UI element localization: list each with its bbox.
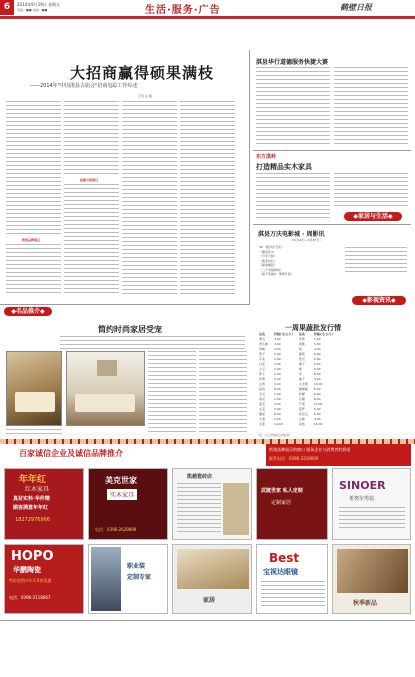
table-cell: 橘子	[298, 362, 305, 366]
ad-subtitle: 希努尔男装	[349, 496, 375, 502]
table-cell: 9.00	[313, 392, 321, 396]
table-row	[256, 422, 336, 427]
table-cell: 土豆	[259, 367, 266, 371]
main-headline: 大招商赢得硕果满枝	[70, 64, 215, 82]
schedule-entry: 《痞子英雄2：黎明升起》	[259, 272, 294, 276]
article-column-2	[64, 101, 119, 176]
table-cell: 芒果	[298, 402, 305, 406]
ad-title: Best	[269, 551, 300, 565]
table-cell: 1.00	[274, 372, 281, 376]
table-header-cell: 价格(元/公斤)	[274, 332, 293, 336]
right-article-2-col-1	[256, 173, 330, 221]
header-rule	[0, 16, 415, 19]
table-cell: 青椒	[259, 347, 266, 351]
schedule-entry: 《分手大师》	[259, 254, 278, 258]
table-cell: 2.00	[274, 367, 281, 371]
ad-body	[177, 483, 221, 533]
table-cell: 茄子	[259, 352, 266, 356]
article-subhead-2: 招商引资项目	[80, 178, 99, 182]
table-cell: 山楂	[298, 417, 305, 421]
right-article-2-col-2	[334, 173, 408, 208]
right-article-2-title: 打造精品实木家具	[256, 163, 312, 171]
weekly-table-title: 一周果蔬批发行情	[285, 324, 341, 332]
table-cell: 蒜苔	[259, 387, 266, 391]
table-header-cell: 品名	[259, 332, 266, 336]
table-cell: 萝卜	[259, 372, 266, 376]
main-subheadline: ——2014年"中国浚县古庙会"招商追踪工作综述	[30, 83, 138, 89]
table-cell: 3.00	[274, 347, 281, 351]
schedule-date-range: （9月19日—9月25日）	[290, 238, 323, 242]
ad-title: 家居	[203, 597, 216, 604]
date-line: 2014年9月19日 星期五	[17, 2, 61, 7]
ad-subtitle: 红木家具	[25, 486, 50, 493]
right-article-1-col-1	[256, 67, 330, 147]
rule	[0, 304, 250, 305]
table-cell: 猕猴桃	[298, 387, 308, 391]
table-cell: 南瓜	[259, 397, 266, 401]
table-cell: 生菜	[259, 407, 266, 411]
table-cell: 5.00	[313, 342, 321, 346]
ad-phone: 电话：0396-2118667	[9, 595, 51, 600]
table-cell: 菠菜	[259, 402, 266, 406]
table-cell: 大葱	[259, 417, 266, 421]
table-cell: 桃	[298, 367, 302, 371]
recommend-intro	[60, 336, 245, 349]
weekly-table	[256, 332, 411, 432]
table-header-cell: 价格(元/公斤)	[313, 332, 333, 336]
right-article-1-title: 淇县华行道德服务快捷大赛	[256, 59, 329, 66]
ad-body	[339, 507, 405, 531]
ad-title: HOPO	[11, 549, 54, 564]
ad-title: SINOER	[339, 479, 386, 492]
table-cell: 4.00	[313, 347, 321, 351]
rule	[253, 150, 411, 151]
main-byline: 记者 张 璐	[138, 94, 152, 98]
table-cell: 1.00	[274, 362, 281, 366]
right-article-1-col-2	[334, 67, 408, 147]
ad-title: 秋季新品	[353, 600, 378, 607]
recommend-body-1	[148, 351, 196, 434]
table-cell: 8.00	[274, 387, 281, 391]
table-cell: 8.00	[313, 397, 321, 401]
table-cell: 枣	[298, 372, 302, 376]
ad-photo	[91, 547, 121, 611]
ad-phone: 18272976966	[15, 517, 50, 523]
tag-recommend: ◆名品推介◆	[4, 307, 52, 316]
banner-slogan-box	[266, 444, 411, 466]
article-subhead-1: 特色品牌项目	[22, 238, 41, 242]
table-cell: 芹菜	[259, 357, 266, 361]
table-cell: 豆角	[259, 382, 266, 386]
table-cell: 4.00	[313, 417, 321, 421]
table-cell: 生姜	[259, 422, 266, 426]
schedule-entry: 《敢死队3》	[259, 249, 276, 254]
ad-line: 真材实料·华件精	[13, 496, 50, 502]
ad-photo	[177, 549, 249, 589]
table-cell: 洋葱	[259, 377, 266, 381]
table-cell: 冬瓜	[259, 392, 266, 396]
masthead: 鹤壁日报	[340, 3, 372, 12]
table-cell: 黄瓜	[259, 337, 266, 341]
table-cell: 2.00	[274, 377, 281, 381]
table-cell: 6.00	[313, 367, 321, 371]
table-cell: 哈密瓜	[298, 412, 308, 416]
ad-body	[261, 581, 325, 609]
table-cell: 10.00	[313, 382, 323, 386]
tag-film: ◆影视资讯◆	[352, 296, 406, 305]
article-column-1b	[6, 244, 61, 294]
banner-slogan-1: 搭建品牌展示的窗口 服务企业与消费者的桥梁	[269, 447, 351, 452]
table-cell: 16.00	[313, 422, 323, 426]
ad-subtitle: 华鹏陶瓷	[13, 566, 41, 574]
ad-wuli[interactable]	[256, 468, 328, 540]
ad-title: 凯越瓷砖店	[187, 474, 213, 480]
ad-bwl[interactable]	[88, 544, 168, 614]
schedule-entry: 《猩球崛起》	[259, 263, 278, 267]
table-cell: 菠萝	[298, 407, 305, 411]
ad-line: 定制家居	[271, 500, 292, 506]
footer-rule	[0, 620, 415, 621]
table-cell: 4.00	[274, 337, 281, 341]
banner-slogan-2: 联系电话：0396-3319000	[269, 456, 319, 461]
table-cell: 3.00	[274, 407, 281, 411]
ad-title: 武陵世家 私人定制	[261, 488, 303, 494]
ad-nianhong[interactable]	[4, 468, 84, 540]
rule	[253, 224, 411, 225]
table-cell: 8.00	[313, 387, 321, 391]
editor-line: 责编：■■ 美编：■■	[17, 8, 48, 12]
section-title: 生活·服务·广告	[145, 5, 221, 16]
recommend-title: 简约时尚家居受宠	[98, 325, 162, 334]
schedule-title: 淇县万庆电影城 · 周影讯	[258, 231, 325, 238]
table-header-cell: 品名	[298, 332, 305, 336]
table-cell: 柠檬	[298, 392, 305, 396]
table-cell: 4.00	[313, 377, 321, 381]
table-cell: 5.00	[313, 407, 321, 411]
table-cell: 火龙果	[298, 382, 308, 386]
vertical-divider	[249, 50, 250, 305]
tag-home-life: ◆家居与生活◆	[344, 212, 402, 221]
table-cell: 5.00	[313, 362, 321, 366]
table-cell: 西红柿	[259, 342, 269, 346]
ad-kaiyi[interactable]	[172, 468, 252, 540]
brand-banner	[5, 447, 265, 461]
ad-photo	[223, 483, 249, 535]
ad-line: 顾客满意年年红	[13, 505, 49, 511]
article-column-2b	[64, 184, 119, 294]
table-cell: 柚子	[298, 377, 305, 381]
photo-bedroom	[6, 351, 62, 426]
table-cell: 6.00	[313, 412, 321, 416]
table-cell: 苹果	[298, 337, 305, 341]
schedule-list	[259, 245, 339, 277]
table-cell: 2.00	[274, 417, 281, 421]
table-cell: 8.00	[313, 372, 321, 376]
table-cell: 2.00	[274, 397, 281, 401]
table-cell: 10.00	[274, 422, 283, 426]
table-cell: 8.00	[274, 412, 281, 416]
table-cell: 白菜	[259, 362, 266, 366]
table-cell: 葡萄	[298, 352, 305, 356]
table-cell: 石榴	[298, 397, 305, 401]
table-cell: 2.00	[274, 357, 281, 361]
ad-subtitle: 宝视达眼镜	[263, 568, 298, 576]
ad-best[interactable]	[256, 544, 328, 614]
ad-hopo[interactable]	[4, 544, 84, 614]
table-cell: 3.00	[274, 342, 281, 346]
ad-subtitle: 定制专家	[127, 574, 152, 581]
table-cell: 1.00	[274, 392, 281, 396]
weekly-table-note: （注：以上价格仅供参考）	[256, 433, 293, 437]
table-cell: 4.00	[274, 402, 281, 406]
page-number-badge: 6	[0, 0, 14, 15]
schedule-entry: 《黄金时代》	[259, 258, 278, 263]
photo-caption	[6, 429, 62, 436]
table-cell: 西瓜	[298, 357, 305, 361]
ad-phone: 电话：0396-2629899	[95, 527, 137, 532]
ad-title: 年年红	[19, 475, 47, 485]
schedule-times	[345, 247, 407, 273]
table-cell: 7.00	[313, 337, 321, 341]
ad-line: 特价促销中3-3.5折优惠	[9, 578, 52, 583]
ad-title: 职业装	[127, 563, 146, 570]
table-cell: 2.00	[313, 357, 321, 361]
banner-title: 百家诚信企业及诚信品牌推介	[19, 449, 123, 458]
table-cell: 香蕉	[298, 342, 305, 346]
table-cell: 4.00	[274, 382, 281, 386]
ad-photo	[337, 549, 408, 593]
ad-sinoer[interactable]	[332, 468, 411, 540]
schedule-entry: 《三个未婚妈妈》	[259, 267, 284, 272]
right-article-2-category: 东方淇岭	[256, 154, 277, 160]
article-column-1	[6, 101, 61, 236]
table-cell: 3.00	[274, 352, 281, 356]
price-table	[256, 332, 336, 427]
article-column-4	[180, 101, 235, 294]
ad-meijia[interactable]	[88, 468, 168, 540]
table-cell: 梨	[298, 347, 302, 351]
page-header	[0, 0, 415, 19]
ad-shoes[interactable]	[332, 544, 411, 614]
table-cell: 蘑菇	[259, 412, 266, 416]
recommend-body-2	[199, 351, 247, 434]
ad-title: 美克世家	[105, 476, 137, 485]
article-column-3	[122, 101, 177, 294]
ad-subtitle: 实木家具	[107, 489, 137, 500]
table-cell: 10.00	[313, 402, 323, 406]
table-cell: 荔枝	[298, 422, 305, 426]
photo-livingroom	[66, 351, 145, 426]
ad-furniture[interactable]	[172, 544, 252, 614]
schedule-entry: 3D《银河护卫队》	[259, 245, 285, 249]
table-cell: 6.00	[313, 352, 321, 356]
